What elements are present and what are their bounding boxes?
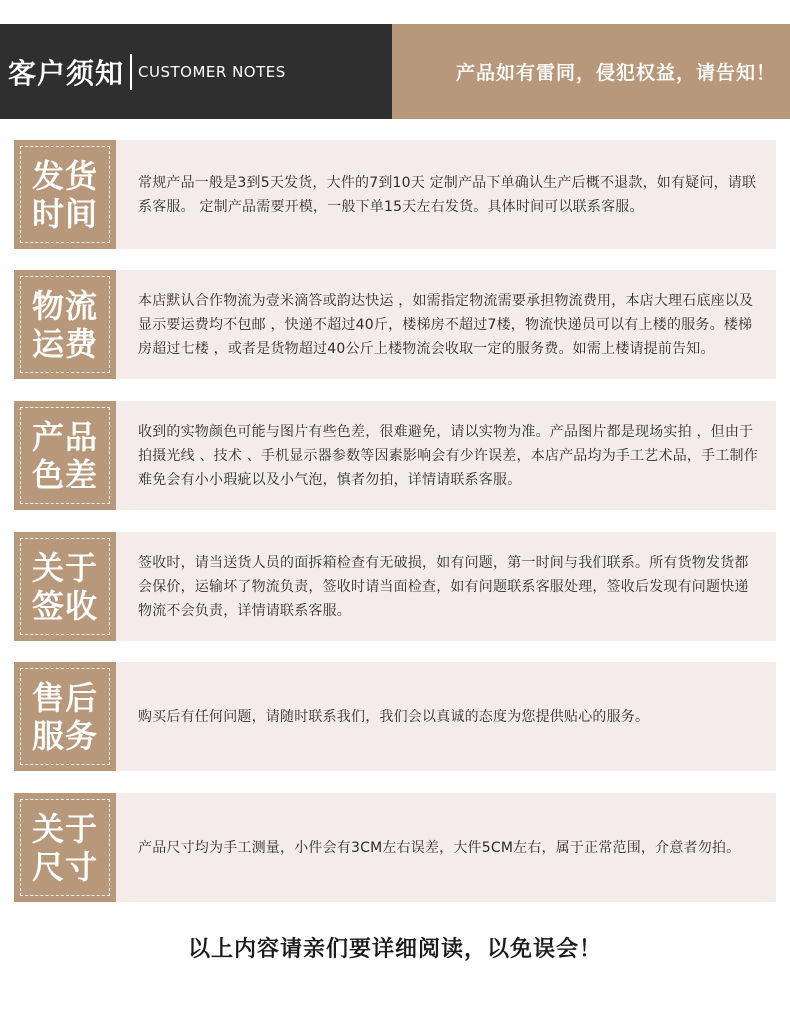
section-tag-line: 服务	[31, 716, 98, 755]
section-tag-frame	[20, 799, 110, 896]
section-color-difference	[14, 401, 776, 510]
section-tag	[14, 793, 116, 902]
section-tag	[14, 532, 116, 641]
section-text: 常规产品一般是3到5天发货，大件的7到10天 定制产品下单确认生产后概不退款，如有疑问，请联系客服。 定制产品需要开模，一般下单15天左右发货。具体时间可以联系客服。	[138, 174, 757, 215]
section-tag-line: 尺寸	[31, 847, 98, 886]
header-title-block	[0, 24, 392, 119]
section-tag-line: 物流	[31, 286, 98, 325]
section-tag-frame	[20, 146, 110, 243]
section-receipt	[14, 532, 776, 641]
header-divider	[130, 54, 132, 90]
section-tag-line: 发货	[31, 156, 98, 195]
section-tag-line: 售后	[31, 678, 98, 717]
section-tag-line: 色差	[31, 455, 98, 494]
section-tag-frame	[20, 538, 110, 635]
section-text: 产品尺寸均为手工测量，小件会有3CM左右误差，大件5CM左右，属于正常范围，介意者勿拍。	[138, 839, 741, 856]
section-text: 购买后有任何问题，请随时联系我们，我们会以真诚的态度为您提供贴心的服务。	[138, 708, 650, 725]
section-tag-line: 产品	[31, 417, 98, 456]
header-title-en: CUSTOMER NOTES	[138, 62, 286, 81]
section-tag-line: 关于	[31, 809, 98, 848]
section-text: 收到的实物颜色可能与图片有些色差，很难避免，请以实物为准。产品图片都是现场实拍 ，但由于拍摄光线 、技术 、手机显示器参数等因素影响会有少许误差，本店产品均为手工艺术品，手工制作难免会有小小瑕疵以及小气泡，慎者勿拍，详情请联系客服。	[138, 423, 758, 488]
header-slogan-block	[392, 24, 790, 119]
section-tag	[14, 662, 116, 771]
section-text: 签收时，请当送货人员的面拆箱检查有无破损，如有问题，第一时间与我们联系。所有货物发货都会保价，运输坏了物流负责，签收时请当面检查，如有问题联系客服处理，签收后发现有问题快递物流不会负责，详情请联系客服。	[138, 554, 749, 619]
section-tag-line: 运费	[31, 324, 98, 363]
section-tag-frame	[20, 276, 110, 373]
section-tag-line: 关于	[31, 548, 98, 587]
section-tag-line: 签收	[31, 586, 98, 625]
section-tag	[14, 270, 116, 379]
section-after-sales	[14, 662, 776, 771]
header-title-cn: 客户须知	[8, 56, 125, 90]
section-logistics-fee	[14, 270, 776, 379]
header-slogan: 产品如有雷同，侵犯权益，请告知！	[455, 62, 776, 84]
footer-notice: 以上内容请亲们要详细阅读，以免误会！	[187, 937, 602, 962]
section-tag-line: 时间	[31, 194, 98, 233]
section-tag	[14, 401, 116, 510]
section-tag-frame	[20, 407, 110, 504]
section-dimensions	[14, 793, 776, 902]
section-tag	[14, 140, 116, 249]
header-banner	[0, 24, 790, 119]
section-shipping-time	[14, 140, 776, 249]
section-text: 本店默认合作物流为壹米滴答或韵达快运 ，如需指定物流需要承担物流费用，本店大理石底座以及显示要运费均不包邮 ，快递不超过40斤，楼梯房不超过7楼，物流快递员可以有上楼的服务。楼梯房超过七楼 ，或者是货物超过40公斤上楼物流会收取一定的服务费。如需上楼请提前告知。	[138, 292, 754, 357]
section-tag-frame	[20, 668, 110, 765]
